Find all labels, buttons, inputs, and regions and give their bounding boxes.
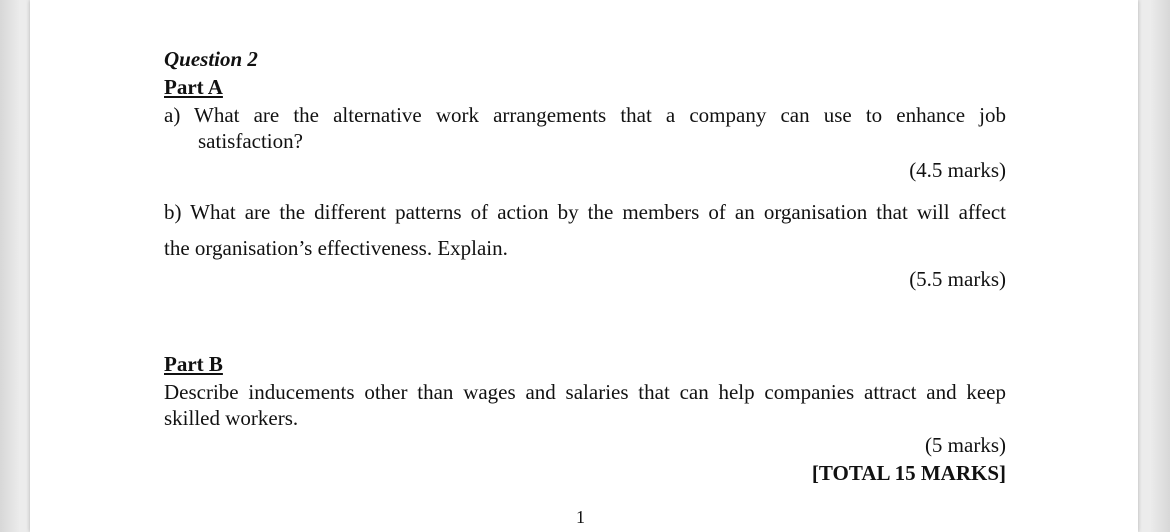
question-a-text bbox=[194, 102, 1006, 154]
question-b-line-1: b) What are the different patterns of action by the members of an organisation that will affect bbox=[164, 200, 1006, 224]
part-b-marks: (5 marks) bbox=[924, 433, 1006, 457]
part-b-question bbox=[164, 379, 1006, 431]
question-a-line-1: What are the alternative work arrangements that a company can use to enhance job bbox=[194, 103, 1006, 127]
part-b-line-2: skilled workers. bbox=[164, 406, 299, 430]
question-a-line-2: satisfaction? bbox=[198, 129, 303, 153]
page-number: 1 bbox=[576, 507, 585, 527]
question-a-marks: (4.5 marks) bbox=[909, 158, 1006, 182]
question-b-line-2: the organisation’s effectiveness. Explain. bbox=[164, 236, 508, 260]
document-page bbox=[30, 0, 1138, 532]
question-title: Question 2 bbox=[164, 47, 258, 71]
total-marks: [TOTAL 15 MARKS] bbox=[811, 461, 1006, 485]
question-b-marks: (5.5 marks) bbox=[909, 267, 1006, 291]
part-b-line-1: Describe inducements other than wages and salaries that can help companies attract and keep bbox=[164, 380, 1006, 404]
question-b bbox=[164, 194, 1006, 266]
question-a-marker: a) bbox=[164, 103, 181, 127]
question-a bbox=[164, 102, 1006, 154]
part-b-heading: Part B bbox=[164, 352, 223, 376]
part-a-heading: Part A bbox=[164, 75, 223, 99]
